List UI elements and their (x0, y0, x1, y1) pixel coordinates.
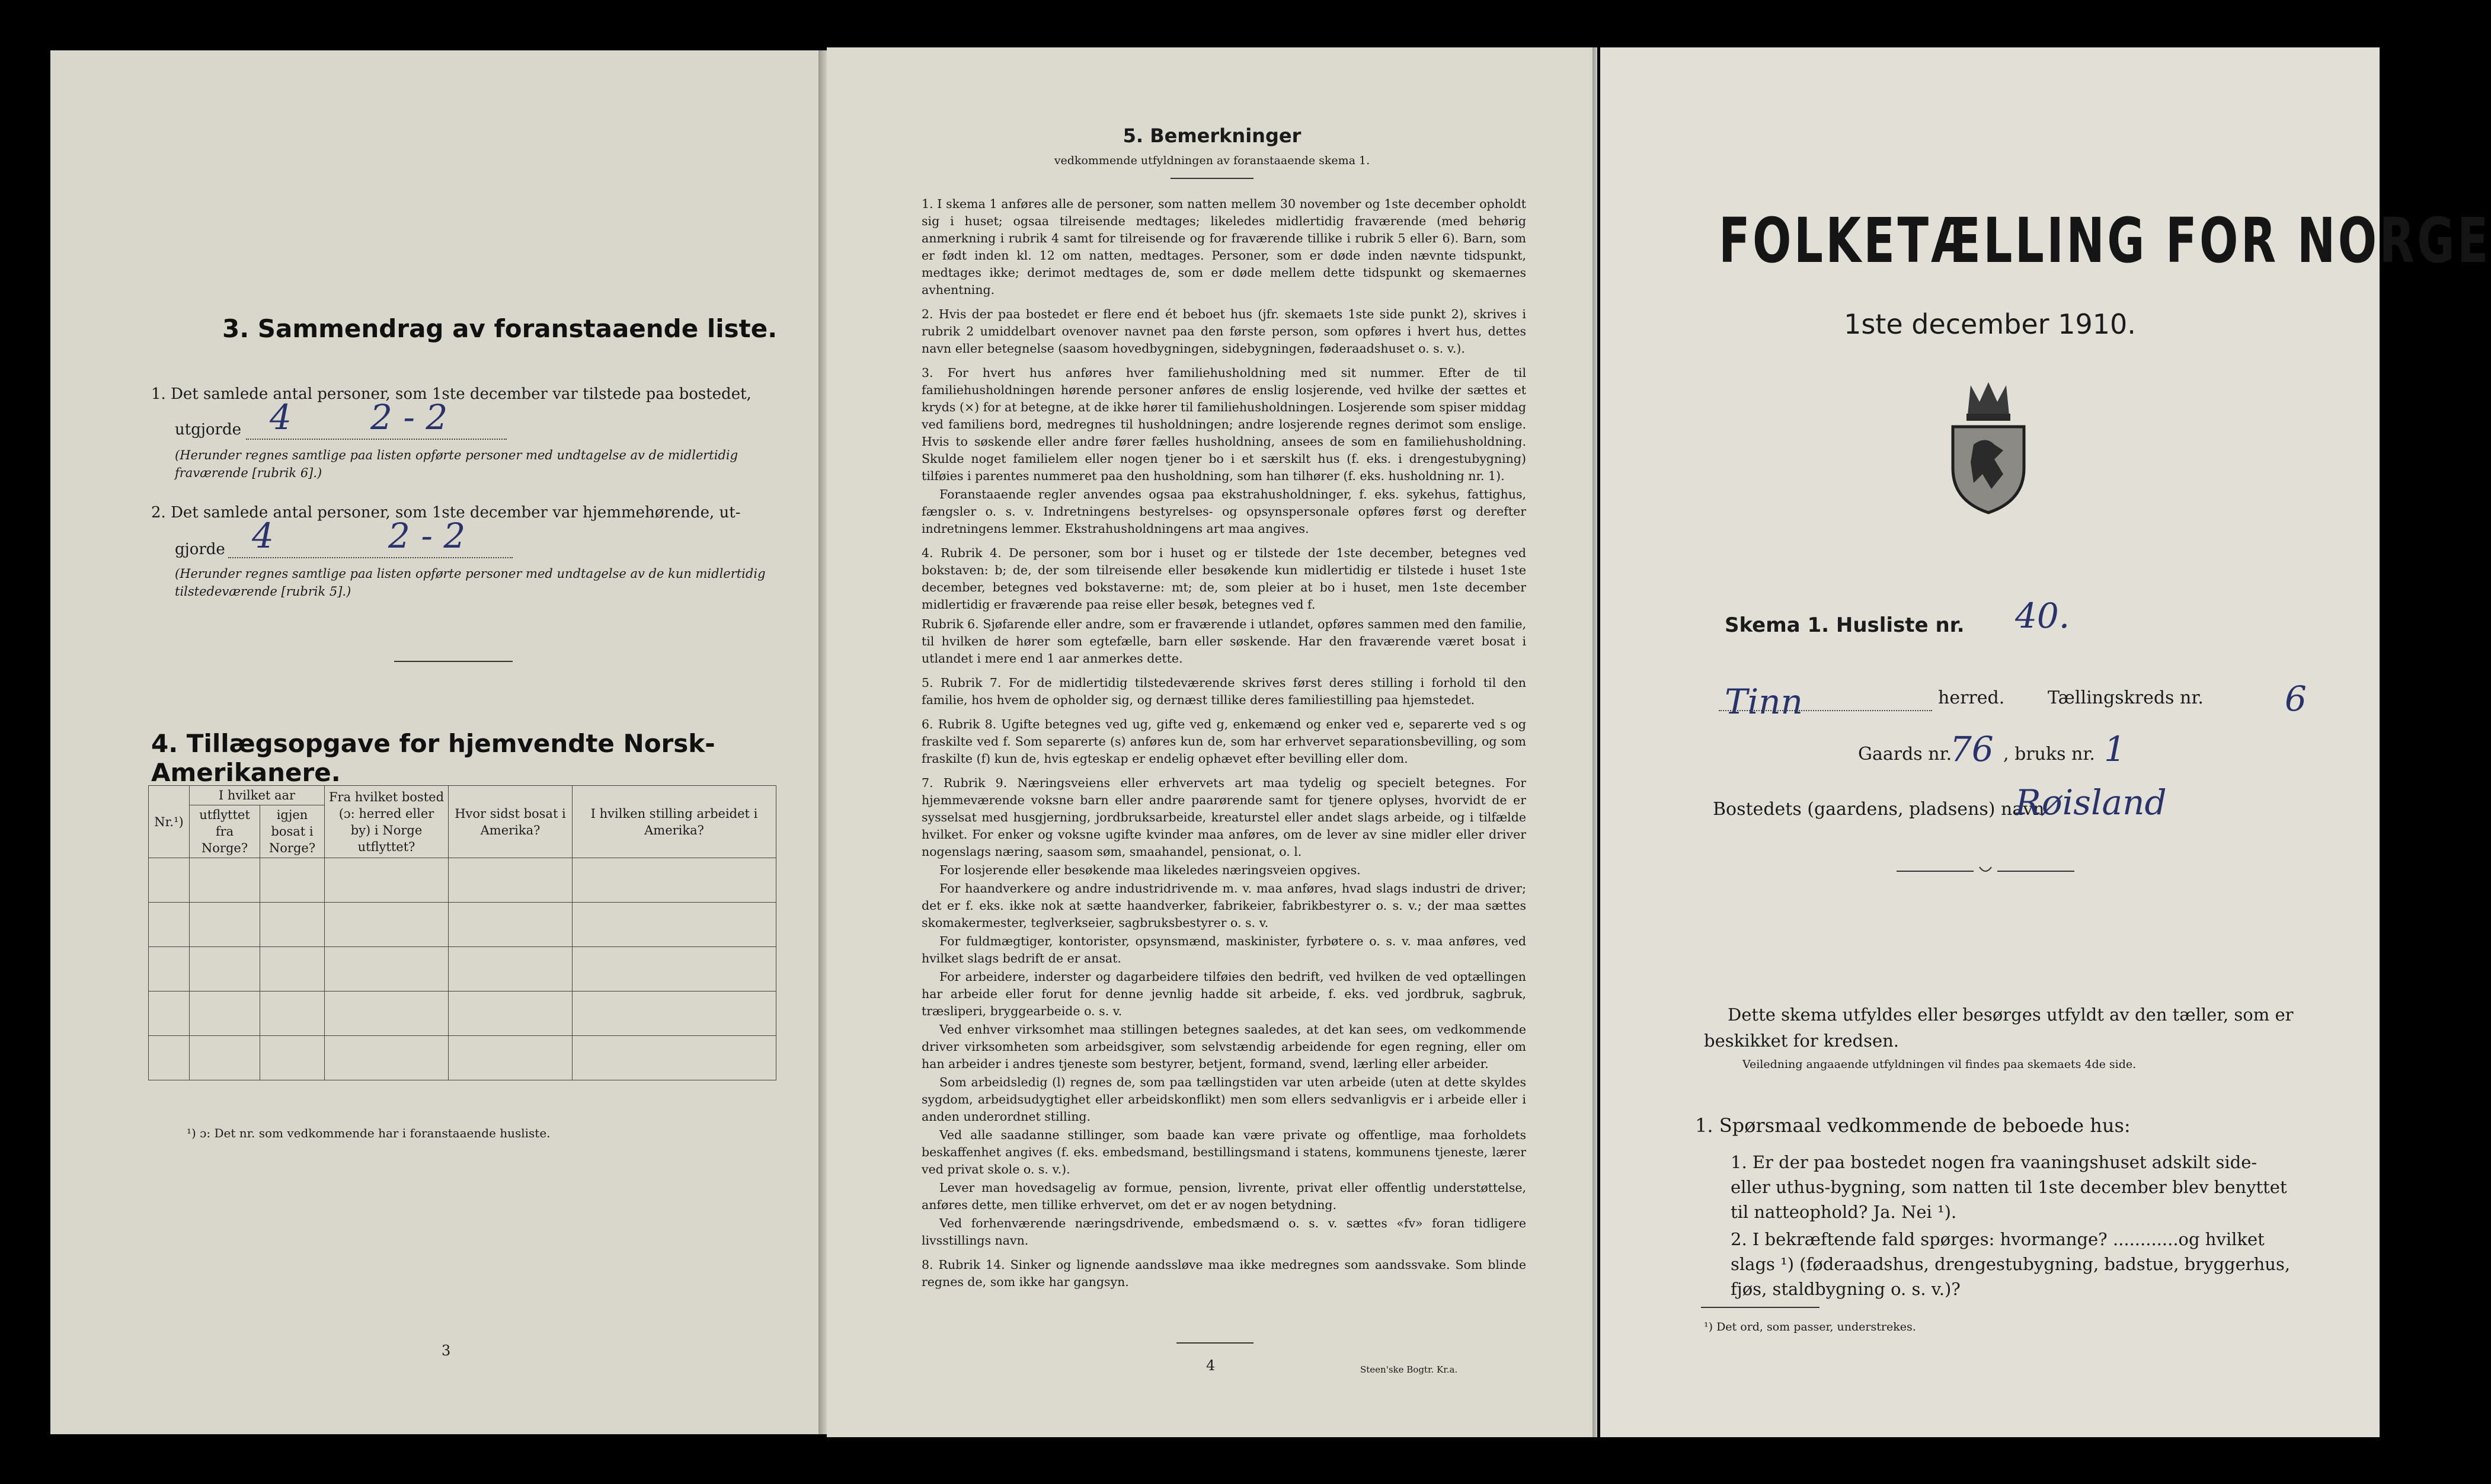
col-returned: igjen bosat i Norge? (260, 805, 325, 858)
col-from: Fra hvilket bosted (ɔ: herred eller by) i Norge utflyttet? (325, 786, 449, 858)
note-item: For haandverkere og andre industridrivende m. v. maa anføres, hvad slags industri de driver; det er f. eks. ikke nok at sætte haandverker, fabrikeier, fabrikbestyrer o. s. v.; der maa sættes skomakermester, teglverkseier, sagbruksbestyrer o. s. v. (922, 881, 1526, 930)
note-item: For fuldmægtiger, kontorister, opsynsmænd, maskinister, fyrbøtere o. s. v. maa anføres, ved hvilket slags bedrift de er ansat. (922, 934, 1526, 965)
q1-2: 2. I bekræftende fald spørges: hvormange? ............og hvilket slags ¹) (føderaadshus, drengestubygning, badstue, bryggerhus, fjøs, staldbygning o. s. v.)? (1731, 1229, 2291, 1299)
ornament-divider (1897, 862, 2074, 880)
fold-shadow (1593, 47, 1597, 1437)
footnote: ¹) ɔ: Det nr. som vedkommende har i foranstaaende husliste. (187, 1126, 551, 1140)
page-left (50, 50, 827, 1434)
skema-label: Skema 1. Husliste nr. (1725, 613, 1965, 637)
col-emigrated: utflyttet fra Norge? (190, 805, 260, 858)
note-item: 4. Rubrik 4. De personer, som bor i huset og er tilstede der 1ste december, betegnes ved bokstaven: b; de, der som tilreisende eller besøkende kun midlertidig er tilstede i huset 1ste december, betegnes ved bokstaverne: mt; de, som pleier at bo i huset, men 1ste december midlertidig er fraværende paa reise eller besøk, betegnes ved f. (922, 546, 1526, 612)
note-item: 8. Rubrik 14. Sinker og lignende aandssløve maa ikke medregnes som aandssvake. Som blinde regnes de, som ikke har gangsyn. (922, 1258, 1526, 1289)
col-america-home: Hvor sidst bosat i Amerika? (449, 786, 573, 858)
item1-text: 1. Det samlede antal personer, som 1ste december var tilstede paa bostedet, (151, 385, 752, 403)
notes-subtitle: vedkommende utfyldningen av foranstaaende skema 1. (1054, 154, 1370, 167)
page-right (1600, 47, 2491, 1437)
page-number: 3 (442, 1342, 451, 1359)
printer-mark: Steen'ske Bogtr. Kr.a. (1360, 1364, 1458, 1375)
bruks-label: , bruks nr. (2003, 744, 2095, 765)
table-row (149, 992, 776, 1036)
instruction-small: Veiledning angaaende utfyldningen vil findes paa skemaets 4de side. (1742, 1058, 2137, 1071)
item1-value-a: 4 (270, 397, 292, 437)
note-item: Ved enhver virksomhet maa stillingen betegnes saaledes, at det kan sees, om vedkommende driver virksomheten som arbeidsgiver, som selvstændig arbeidende for egen regning, eller om han arbeider i andres tjeneste som bestyrer, betjent, formand, svend, lærling eller arbeider. (922, 1022, 1526, 1071)
section4-title: 4. Tillægsopgave for hjemvendte Norsk-Amerikanere. (151, 729, 715, 787)
census-title: FOLKETÆLLING FOR NORGE (1719, 204, 2491, 277)
note-item: For losjerende eller besøkende maa likeledes næringsveien opgives. (939, 863, 1361, 877)
note-item: 6. Rubrik 8. Ugifte betegnes ved ug, gifte ved g, enkemænd og enker ved e, separerte ved s og fraskilte ved f. Som separerte (s) anføres kun de, som har erhvervet separationsbevilling, og som fraskilte (f) kun de, hvis egteskap er endelig ophævet efter bevilling eller dom. (922, 717, 1526, 766)
coat-of-arms-icon (1938, 379, 2039, 516)
norsk-amerikanere-table (148, 785, 776, 1080)
item2-line (228, 557, 513, 558)
table-row (149, 858, 776, 903)
notes-list (922, 196, 1526, 1298)
fold-shadow (818, 50, 827, 1434)
item2-text: 2. Det samlede antal personer, som 1ste december var hjemmehørende, ut- (151, 504, 741, 522)
herred-line (1719, 710, 1932, 711)
note-item: 5. Rubrik 7. For de midlertidig tilstedeværende skrives først deres stilling i forhold til den familie, hos hvem de opholder sig, og dernæst tillike deres familiestilling paa hjemstedet. (922, 676, 1526, 707)
item2-note: (Herunder regnes samtlige paa listen opførte personer med undtagelse av de kun midlertidig tilstedeværende [rubrik 5].) (175, 567, 766, 599)
note-item: 3. For hvert hus anføres hver familiehusholdning med sit nummer. Efter de til familiehusholdningen hørende personer anføres de enslig losjerende, ved hvilke der sættes et kryds (×) for at betegne, at de ikke hører til familiehusholdningen. Losjerende som spiser middag ved familiens bord, medregnes til husholdningen; andre losjerende regnes derimot som enslige. Hvis to søskende eller andre fører fælles husholdning, ansees de som en familiehusholdning. Skulde noget familielem eller nogen tjener bo i et særskilt hus (f. eks. i drengestubygning) tilføies i parentes nummeret paa den husholdning, som han tilhører (f. eks. husholdning nr. 1). (922, 366, 1526, 483)
bosted-label: Bostedets (gaardens, pladsens) navn (1713, 799, 2045, 820)
col-group-year: I hvilket aar (190, 786, 325, 805)
note-item: 2. Hvis der paa bostedet er flere end ét beboet hus (jfr. skemaets 1ste side punkt 2), skrives i rubrik 2 umiddelbart ovenover navnet paa den første person, som opføres i hvert hus, dettes navn eller betegnelse (saasom hovedbygningen, sidebygningen, føderaadshuset o. s. v.). (922, 307, 1526, 356)
note-item: Som arbeidsledig (l) regnes de, som paa tællingstiden var uten arbeide (uten at dette skyldes sygdom, arbeidsudygtighet eller arbeidskonflikt) men som ellers sedvanligvis er i arbeide eller i anden underordnet stilling. (922, 1075, 1526, 1124)
herred-value: Tinn (1725, 682, 1803, 722)
herred-label: herred. (1938, 687, 2005, 708)
note-item: 7. Rubrik 9. Næringsveiens eller erhvervets art maa tydelig og specielt betegnes. For hjemmeværende voksne barn eller andre paarørende samt for tjenere oplyses, hvorvidt de er sysselsat med husgjerning, jordbruksarbeide, kreaturstel eller andet slags arbeide, og i tilfælde hvilket. For enker og voksne ugifte kvinder maa anføres, om de lever av sine midler eller driver nogenslags næring, saasom søm, smaahandel, pensionat, o. l. (922, 776, 1526, 859)
item1-line (246, 439, 507, 440)
bruks-value: 1 (2104, 729, 2126, 769)
item2-value-b: 2 - 2 (388, 516, 466, 556)
gaards-label: Gaards nr. (1858, 744, 1952, 765)
note-item: Rubrik 6. Sjøfarende eller andre, som er fraværende i utlandet, opføres sammen med den familie, til hvilken de hører som egtefælle, barn eller søskende. Har den fraværende været bosat i utlandet i mere end 1 aar anmerkes dette. (922, 617, 1526, 666)
item1-value-b: 2 - 2 (370, 397, 448, 437)
item1-note: (Herunder regnes samtlige paa listen opførte personer med undtagelse av de midlertidig fraværende [rubrik 6].) (175, 448, 738, 480)
title-divider (1171, 178, 1254, 179)
kreds-label: Tællingskreds nr. (2048, 687, 2204, 708)
page-middle (827, 47, 1597, 1437)
husliste-nr: 40. (2015, 596, 2070, 636)
section3-title: 3. Sammendrag av foranstaaende liste. (222, 314, 778, 343)
col-america-job: I hvilken stilling arbeidet i Amerika? (573, 786, 776, 858)
divider (394, 661, 513, 662)
instruction: Dette skema utfyldes eller besørges utfyldt av den tæller, som er beskikket for kredsen. (1704, 1005, 2294, 1051)
note-item: Foranstaaende regler anvendes ogsaa paa ekstrahusholdninger, f. eks. sykehus, fattighus, fængsler o. s. v. Indretningens bestyrelses- og opsynspersonale opføres først og derefter indretningens lemmer. Ekstrahusholdningens art maa angives. (922, 487, 1526, 536)
note-item: Lever man hovedsagelig av formue, pension, livrente, privat eller offentlig understøttelse, anføres dette, men tillike erhvervet, om det er av nogen betydning. (922, 1181, 1526, 1212)
page-number: 4 (1206, 1357, 1216, 1374)
kreds-value: 6 (2285, 679, 2307, 719)
item2-value-a: 4 (252, 516, 274, 556)
bosted-value: Røisland (2015, 782, 2167, 823)
table-row (149, 903, 776, 947)
note-item: For arbeidere, inderster og dagarbeidere tilføies den bedrift, ved hvilken de ved optællingen har arbeide eller forut for denne jevnlig hadde sit arbeide, f. eks. ved jordbruk, sagbruk, træsliperi, bryggearbeide o. s. v. (922, 970, 1526, 1018)
note-item: 1. I skema 1 anføres alle de personer, som natten mellem 30 november og 1ste december opholdt sig i huset; ogsaa tilreisende medtages; likeledes midlertidig fraværende (med behørig anmerkning i rubrik 4 samt for tilreisende og for fraværende tillike i rubrik 5 eller 6). Barn, som er født inden kl. 12 om natten, medtages. Personer, som er døde inden nævnte tidspunkt, medtages ikke; derimot medtages de, som er døde mellem dette tidspunkt og skemaernes avhentning. (922, 197, 1526, 297)
table-row (149, 947, 776, 992)
footnote-divider (1701, 1307, 1820, 1308)
gaards-value: 76 (1950, 729, 1994, 769)
q1-title: 1. Spørsmaal vedkommende de beboede hus: (1695, 1114, 2131, 1137)
item2-label: gjorde (175, 540, 225, 558)
item1-label: utgjorde (175, 421, 242, 439)
notes-title: 5. Bemerkninger (1123, 124, 1302, 147)
end-divider (1176, 1342, 1254, 1344)
note-item: Ved alle saadanne stillinger, som baade kan være private og offentlige, maa forholdets beskaffenhet angives (f. eks. embedsmand, bestillingsmand i statens, kommunens tjeneste, lærer ved privat skole o. s. v.). (922, 1128, 1526, 1176)
note-item: Ved forhenværende næringsdrivende, embedsmænd o. s. v. sættes «fv» foran tidligere livsstillings navn. (922, 1216, 1526, 1248)
census-date: 1ste december 1910. (1844, 308, 2136, 340)
col-nr: Nr.¹) (149, 786, 190, 858)
q1-1: 1. Er der paa bostedet nogen fra vaaningshuset adskilt side- eller uthus-bygning, som natten til 1ste december blev benyttet til natteophold? Ja. Nei ¹). (1731, 1152, 2287, 1222)
table-row (149, 1036, 776, 1080)
footnote: ¹) Det ord, som passer, understrekes. (1704, 1320, 1916, 1333)
